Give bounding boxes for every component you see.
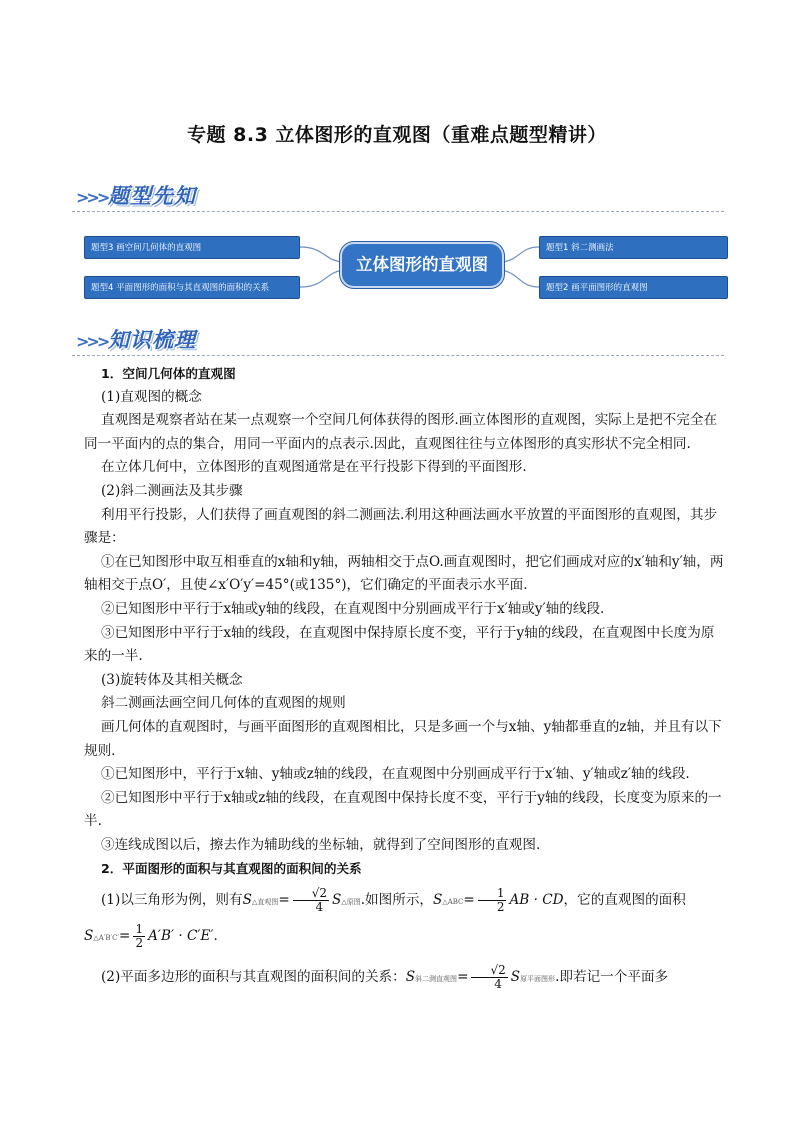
- formula-paragraph-2: (2)平面多边形的面积与其直观图的面积间的关系：S斜二测直观图= $\frac{√2}{4}$ S原平面图形.即若记一个平面多: [101, 963, 669, 992]
- math-fraction: [133, 923, 145, 950]
- paragraph: 在立体几何中，立体图形的直观图通常是在平行投影下得到的平面图形.: [101, 459, 527, 476]
- fraction-denominator: 2: [496, 900, 505, 915]
- rule-item: ③连线成图以后，擦去作为辅助线的坐标轴，就得到了空间图形的直观图.: [101, 836, 541, 853]
- math-subscript: △A′B′C′: [93, 933, 120, 942]
- math-equals: =: [278, 892, 290, 909]
- mindmap-center: 立体图形的直观图: [340, 242, 504, 288]
- math-S: S: [510, 969, 521, 986]
- fraction-numerator: √2: [293, 887, 329, 901]
- text: .如图所示，: [360, 892, 434, 909]
- mindmap-node-type1: 题型1 斜二测画法: [539, 236, 728, 259]
- formula-paragraph-1: [84, 887, 724, 915]
- mindmap-node-type4: 题型4 平面图形的面积与其直观图的面积的关系: [84, 276, 300, 299]
- mindmap-node-type2: 题型2 画平面图形的直观图: [539, 276, 728, 299]
- banner-divider: [72, 211, 724, 212]
- math-subscript: 原平面图形: [520, 975, 556, 984]
- text: (2)平面多边形的面积与其直观图的面积间的关系：: [101, 969, 406, 986]
- paragraph: 直观图是观察者站在某一点观察一个空间几何体获得的图形.画立体图形的直观图，实际上是把不完全在同一平面内的点的集合，用同一平面内的点表示.因此，直观图往往与立体图形的真实形状不完全相同.: [84, 412, 718, 452]
- banner-label: 题型先知: [108, 184, 196, 208]
- math-fraction: [478, 887, 507, 914]
- math-fraction: [471, 964, 507, 991]
- math-S: S: [84, 927, 94, 944]
- subheading: (1)直观图的概念: [101, 388, 202, 405]
- mindmap: [84, 230, 730, 304]
- fraction-denominator: 4: [315, 900, 324, 915]
- banner-arrows-icon: >>>: [76, 188, 108, 207]
- math-S: S: [405, 969, 416, 986]
- mindmap-node-type3: 题型3 画空间几何体的直观图: [84, 236, 300, 259]
- paragraph: 斜二测画法画空间几何体的直观图的规则: [101, 695, 346, 712]
- math-S: S: [242, 892, 252, 909]
- paragraph: 画几何体的直观图时，与画平面图形的直观图相比，只是多画一个与x轴、y轴都垂直的z轴，并且有以下规则.: [84, 718, 722, 759]
- banner-divider: [72, 355, 724, 356]
- step-item: ①在已知图形中取互相垂直的x轴和y轴，两轴相交于点O.画直观图时，把它们画成对应的x′轴和y′轴，两轴相交于点O′，且使∠x′O′y′=45°(或135°)，它们确定的平面表示水平面.: [84, 553, 724, 594]
- math-S: S: [332, 892, 342, 909]
- math-subscript: 斜二测直观图: [415, 975, 458, 984]
- knowledge-content: [84, 362, 724, 992]
- text: (1)以三角形为例，则有: [101, 892, 243, 909]
- formula-paragraph-1-cont: S△A′B′C′= $\frac{1}{2}$ A′B′ · C′E′.: [84, 921, 218, 950]
- math-fraction: [293, 887, 329, 914]
- fraction-denominator: 4: [494, 977, 502, 992]
- step-item: ③已知图形中平行于x轴的线段，在直观图中保持原长度不变，平行于y轴的线段，在直观图中长度为原来的一半.: [84, 624, 715, 665]
- math-product: AB · CD: [509, 892, 564, 909]
- fraction-denominator: 2: [135, 935, 144, 950]
- rule-item: ①已知图形中，平行于x轴、y轴或z轴的线段，在直观图中分别画成平行于x′轴、y′轴或z′轴的线段.: [101, 766, 690, 783]
- fraction-numerator: 1: [478, 887, 507, 901]
- math-subscript: △ABC: [442, 898, 464, 907]
- fraction-numerator: √2: [471, 964, 507, 978]
- step-item: ②已知图形中平行于x轴或y轴的线段，在直观图中分别画成平行于x′轴或y′轴的线段.: [101, 600, 605, 617]
- section-banner-preview: [72, 178, 724, 212]
- page-title: 专题 8.3 立体图形的直观图（重难点题型精讲）: [187, 124, 607, 146]
- math-subscript: △原图: [341, 898, 361, 907]
- text: .即若记一个平面多: [555, 969, 669, 986]
- section-heading-1: 1．空间几何体的直观图: [101, 366, 236, 381]
- rule-item: ②已知图形中平行于x轴或z轴的线段，在直观图中保持长度不变，平行于y轴的线段，长度变为原来的一半.: [84, 789, 722, 830]
- math-product: A′B′ · C′E′: [148, 927, 214, 944]
- math-equals: =: [463, 892, 475, 909]
- fraction-numerator: 1: [135, 921, 144, 936]
- banner-arrows-icon: >>>: [76, 332, 108, 351]
- math-S: S: [433, 892, 443, 909]
- section-heading-2: 2．平面图形的面积与其直观图的面积间的关系: [101, 861, 362, 877]
- text: ，它的直观图的面积: [563, 892, 686, 909]
- text: .: [213, 927, 218, 944]
- paragraph: 利用平行投影，人们获得了画直观图的斜二测画法.利用这种画法画水平放置的平面图形的直观图，其步骤是：: [84, 506, 718, 547]
- subheading: (3)旋转体及其相关概念: [101, 671, 243, 688]
- subheading: (2)斜二测画法及其步骤: [101, 482, 243, 499]
- banner-label: 知识梳理: [108, 328, 196, 352]
- math-subscript: △直观图: [251, 898, 279, 907]
- section-banner-knowledge: [72, 322, 724, 356]
